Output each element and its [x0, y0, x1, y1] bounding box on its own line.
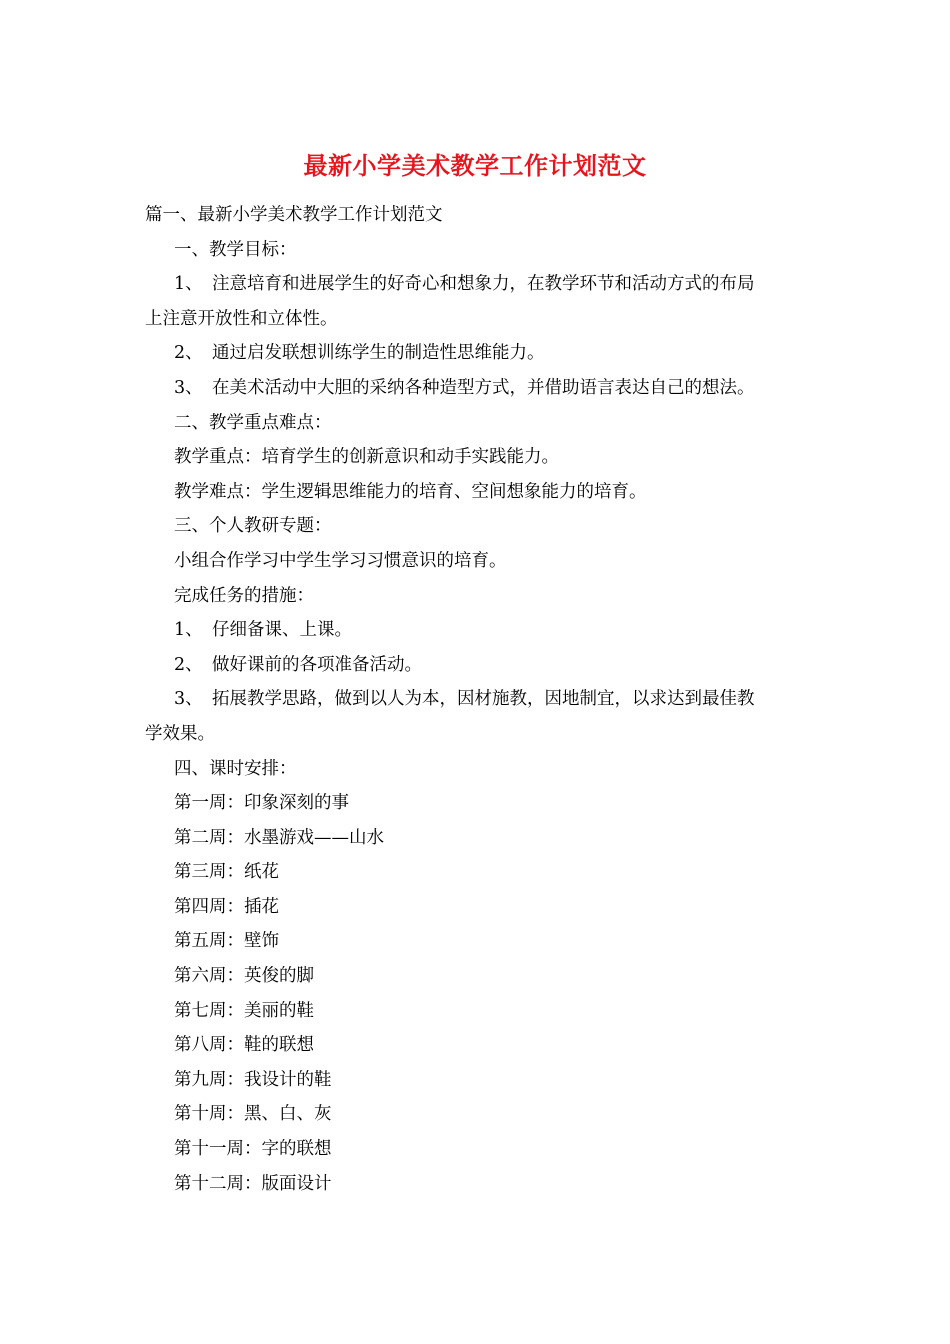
schedule-item: 第十一周：字的联想: [174, 1139, 332, 1160]
measure-text: 拓展教学思路，做到以人为本，因材施教，因地制宜，以求达到最佳教: [212, 689, 755, 710]
goal-text: 在美术活动中大胆的采纳各种造型方式，并借助语言表达自己的想法。: [212, 377, 755, 398]
schedule-item: 第一周：印象深刻的事: [174, 793, 349, 814]
key-point: 教学重点：培育学生的创新意识和动手实践能力。: [174, 447, 559, 468]
schedule-item: 第八周：鞋的联想: [174, 1035, 314, 1056]
schedule-item: 第四周：插花: [174, 896, 279, 917]
document-title: 最新小学美术教学工作计划范文: [303, 151, 647, 180]
schedule-item: 第五周：壁饰: [174, 931, 279, 952]
goals-heading: 一、教学目标：: [174, 239, 297, 260]
measure-item-3: [145, 682, 809, 751]
measure-number: 2、: [174, 654, 203, 675]
measure-text-continued: 学效果。: [145, 723, 215, 744]
goal-item-3: [145, 371, 809, 406]
goal-text: 注意培育和进展学生的好奇心和想象力，在教学环节和活动方式的布局: [212, 274, 755, 295]
measures-heading: 完成任务的措施：: [174, 585, 314, 606]
measure-number: 3、: [174, 689, 203, 710]
measure-item-2: [145, 648, 809, 683]
schedule-item: 第十二周：版面设计: [174, 1173, 332, 1194]
research-heading: 三、个人教研专题：: [174, 516, 332, 537]
schedule-item: 第十周：黑、白、灰: [174, 1104, 332, 1125]
schedule-item: 第九周：我设计的鞋: [174, 1069, 332, 1090]
schedule-item: 第七周：美丽的鞋: [174, 1000, 314, 1021]
schedule-heading: 四、课时安排：: [174, 758, 297, 779]
measure-text: 做好课前的各项准备活动。: [212, 654, 422, 675]
goal-item-2: [145, 336, 809, 371]
difficulty-point: 教学难点：学生逻辑思维能力的培育、空间想象能力的培育。: [174, 481, 647, 502]
section-heading: 篇一、最新小学美术教学工作计划范文: [145, 205, 443, 225]
document-body: [145, 198, 809, 1201]
measure-number: 1、: [174, 620, 203, 641]
goal-item-1: [145, 267, 809, 336]
schedule-item: 第六周：英俊的脚: [174, 966, 314, 987]
research-topic: 小组合作学习中学生学习习惯意识的培育。: [174, 550, 507, 571]
goal-number: 1、: [174, 274, 203, 295]
schedule-item: 第二周：水墨游戏——山水: [174, 827, 384, 848]
goal-number: 2、: [174, 343, 203, 364]
goal-text: 通过启发联想训练学生的制造性思维能力。: [212, 343, 545, 364]
measure-item-1: [145, 613, 809, 648]
goal-text-continued: 上注意开放性和立体性。: [145, 308, 338, 329]
key-heading: 二、教学重点难点：: [174, 412, 332, 433]
goal-number: 3、: [174, 377, 203, 398]
schedule-item: 第三周：纸花: [174, 862, 279, 883]
measure-text: 仔细备课、上课。: [212, 620, 352, 641]
